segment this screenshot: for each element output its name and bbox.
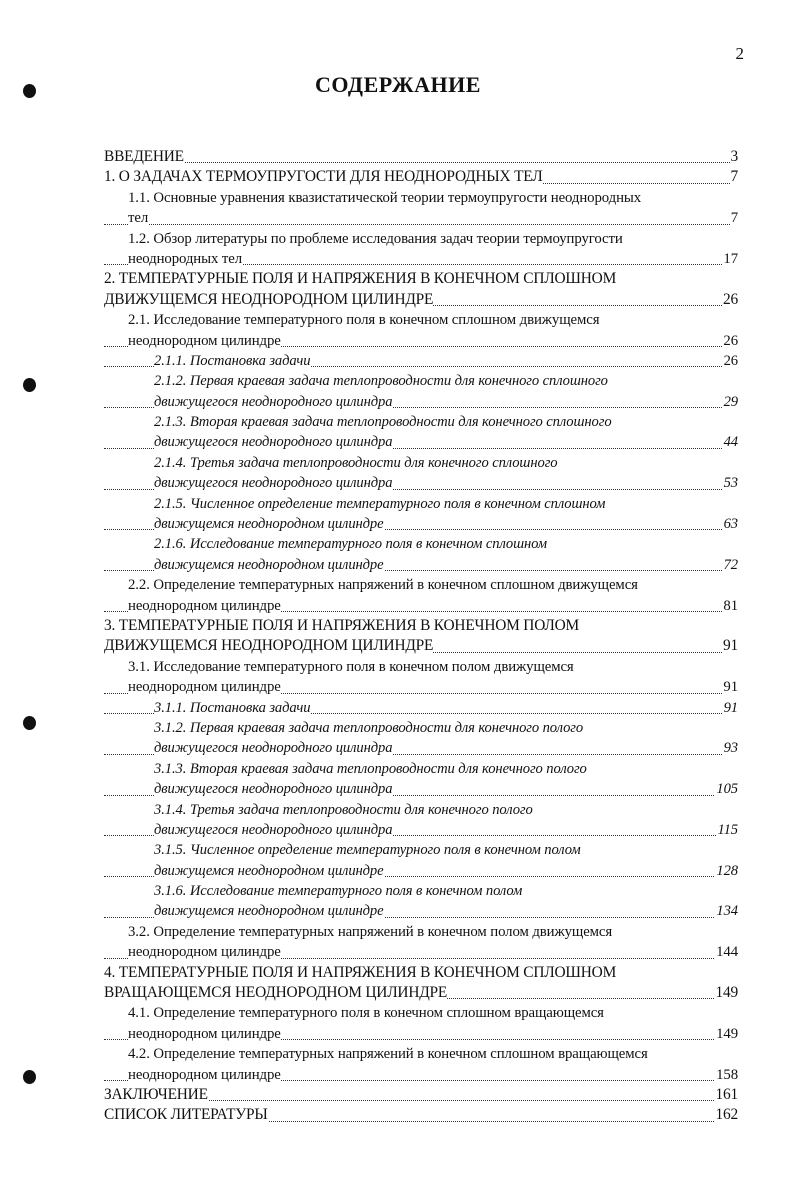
toc-entry-title: Третья задача теплопроводности для конечного сплошного [189,454,558,471]
toc-entry-title: 1.2. Обзор литературы по проблеме исследования задач теории термоупругости [128,230,623,247]
toc-entry-title-continued: движущегося неоднородного цилиндра [154,781,393,798]
toc-entry-title-continued: движущегося неоднородного цилиндра [154,740,393,757]
toc-entry-title: 1.1. Основные уравнения квазистатической теории термоупругости неоднородных [128,189,642,206]
toc-entry-title: 4.1. Определение температурного поля в конечном сплошном вращающемся [128,1005,604,1022]
toc-entry-number: 3.1.4. [154,801,187,818]
toc-entry-title-continued: неоднородном цилиндре [128,1025,281,1042]
toc-entry-subsection-2-1-1[interactable] [104,351,738,371]
toc-entry-subsection-3-1-3[interactable] [104,759,738,800]
toc-entry-number: 3.1.6. [154,883,187,900]
dot-leader [104,162,738,163]
toc-page-number: 91 [722,636,738,656]
dot-leader [104,224,738,225]
punch-hole-mark [23,378,36,392]
toc-page-number: 149 [715,1024,738,1044]
toc-entry-subsection-2-1-6[interactable] [104,534,738,575]
toc-page-number: 3 [730,147,739,167]
toc-entry-number: 3.1.2. [154,719,187,736]
toc-entry-section-4-2[interactable] [104,1044,738,1085]
toc-entry-references[interactable] [104,1105,738,1125]
toc-page-number: 53 [723,473,738,493]
toc-entry-title: Исследование температурного поля в конечном сплошном [189,536,548,553]
toc-entry-chapter-1[interactable] [104,167,738,187]
toc-page-number: 158 [715,1065,738,1085]
toc-page-number: 63 [723,514,738,534]
toc-entry-number: 2.1.1. [154,352,187,369]
toc-entry-title: Постановка задачи [189,352,311,369]
toc-entry-title-continued: неоднородном цилиндре [128,944,281,961]
toc-page-number: 162 [715,1105,739,1125]
toc-entry-subsection-3-1-6[interactable] [104,881,738,922]
toc-entry-title-continued: движущемся неоднородном цилиндре [154,862,384,879]
toc-entry-number: 3.1.1. [154,699,187,716]
toc-entry-title-continued: движущегося неоднородного цилиндра [154,434,393,451]
toc-entry-chapter-3[interactable] [104,616,738,657]
toc-entry-title: Третья задача теплопроводности для конечного полого [189,801,533,818]
toc-entry-section-1-2[interactable] [104,229,738,270]
toc-entry-title: Постановка задачи [189,699,311,716]
toc-entry-chapter-4[interactable] [104,963,738,1004]
toc-page-number: 161 [715,1085,739,1105]
toc-entry-subsection-2-1-4[interactable] [104,453,738,494]
toc-page-number: 93 [723,738,738,758]
toc-entry-section-3-1[interactable] [104,657,738,698]
toc-entry-title-continued: движущегося неоднородного цилиндра [154,393,393,410]
toc-entry-introduction[interactable] [104,147,738,167]
toc-entry-title: 1. О ЗАДАЧАХ ТЕРМОУПРУГОСТИ ДЛЯ НЕОДНОРОДНЫХ ТЕЛ [104,168,543,186]
toc-entry-subsection-3-1-2[interactable] [104,718,738,759]
toc-entry-title: СПИСОК ЛИТЕРАТУРЫ [104,1106,268,1124]
toc-entry-title: ЗАКЛЮЧЕНИЕ [104,1085,208,1103]
toc-entry-title-continued: неоднородном цилиндре [128,1066,281,1083]
toc-page-number: 144 [715,942,738,962]
toc-entry-title: 2. ТЕМПЕРАТУРНЫЕ ПОЛЯ И НАПРЯЖЕНИЯ В КОНЕЧНОМ СПЛОШНОМ [104,270,617,288]
toc-page-number: 91 [722,677,738,697]
toc-entry-title-continued: ВРАЩАЮЩЕМСЯ НЕОДНОРОДНОМ ЦИЛИНДРЕ [104,984,448,1002]
toc-entry-number: 3.1.3. [154,760,187,777]
toc-entry-title-continued: движущегося неоднородного цилиндра [154,475,393,492]
toc-entry-section-3-2[interactable] [104,922,738,963]
toc-entry-number: 2.1.3. [154,414,187,431]
page-number: 2 [735,44,744,63]
toc-entry-title: Вторая краевая задача теплопроводности для конечного сплошного [189,414,612,431]
toc-page-number: 17 [722,249,738,269]
toc-entry-title: 3. ТЕМПЕРАТУРНЫЕ ПОЛЯ И НАПРЯЖЕНИЯ В КОНЕЧНОМ ПОЛОМ [104,616,579,634]
toc-entry-title: Исследование температурного поля в конечном полом [189,883,523,900]
toc-page-number: 29 [723,392,738,412]
toc-page-number: 91 [723,698,738,718]
toc-entry-title-continued: тел [128,210,149,227]
toc-entry-title-continued: движущемся неоднородном цилиндре [154,903,384,920]
toc-entry-title: Первая краевая задача теплопроводности для конечного полого [189,719,584,736]
toc-entry-subsection-2-1-2[interactable] [104,371,738,412]
toc-page-number: 105 [715,779,738,799]
toc-entry-title-continued: движущемся неоднородном цилиндре [154,556,384,573]
toc-entry-conclusion[interactable] [104,1085,738,1105]
toc-entry-number: 3.1.5. [154,842,187,859]
toc-entry-title-continued: движущемся неоднородном цилиндре [154,516,384,533]
toc-entry-section-2-2[interactable] [104,575,738,616]
toc-entry-title: 2.1. Исследование температурного поля в конечном сплошном движущемся [128,312,600,329]
toc-page-number: 128 [715,861,738,881]
page-title: СОДЕРЖАНИЕ [315,72,481,97]
toc-entry-number: 2.1.5. [154,495,187,512]
toc-page-number: 7 [730,167,739,187]
toc-entry-title: 4.2. Определение температурных напряжений в конечном сплошном вращающемся [128,1046,648,1063]
punch-hole-mark [23,716,36,730]
toc-page-number: 134 [715,901,738,921]
toc-entry-subsection-3-1-5[interactable] [104,840,738,881]
toc-entry-title-continued: неоднородном цилиндре [128,332,281,349]
toc-entry-title-continued: неоднородном цилиндре [128,597,281,614]
toc-entry-subsection-3-1-1[interactable] [104,698,738,718]
toc-entry-title: Первая краевая задача теплопроводности для конечного сплошного [189,373,608,390]
toc-entry-section-1-1[interactable] [104,188,738,229]
toc-entry-title-continued: ДВИЖУЩЕМСЯ НЕОДНОРОДНОМ ЦИЛИНДРЕ [104,637,434,655]
toc-entry-subsection-3-1-4[interactable] [104,800,738,841]
toc-page-number: 26 [722,331,738,351]
toc-entry-number: 2.1.6. [154,536,187,553]
toc-page-number: 26 [722,290,738,310]
toc-entry-title: 2.2. Определение температурных напряжений в конечном сплошном движущемся [128,577,638,594]
toc-entry-chapter-2[interactable] [104,269,738,310]
toc-page-number: 72 [723,555,738,575]
toc-entry-title-continued: неоднородных тел [128,250,242,267]
toc-entry-title: 4. ТЕМПЕРАТУРНЫЕ ПОЛЯ И НАПРЯЖЕНИЯ В КОНЕЧНОМ СПЛОШНОМ [104,963,617,981]
toc-entry-title: Вторая краевая задача теплопроводности для конечного полого [189,760,587,777]
toc-entry-number: 2.1.4. [154,454,187,471]
toc-entry-title: Численное определение температурного поля в конечном полом [189,842,581,859]
toc-entry-title: 3.2. Определение температурных напряжений в конечном полом движущемся [128,923,613,940]
toc-entry-section-4-1[interactable] [104,1003,738,1044]
toc-entry-title: Численное определение температурного поля в конечном сплошном [189,495,606,512]
toc-entry-title: ВВЕДЕНИЕ [104,148,184,165]
toc-page-number: 44 [723,432,738,452]
toc-page-number: 81 [722,596,738,616]
toc-entry-title-continued: ДВИЖУЩЕМСЯ НЕОДНОРОДНОМ ЦИЛИНДРЕ [104,290,434,308]
toc-page-number: 149 [715,983,739,1003]
toc-entry-section-2-1[interactable] [104,310,738,351]
toc-entry-subsection-2-1-3[interactable] [104,412,738,453]
table-of-contents [104,147,738,1126]
toc-entry-number: 2.1.2. [154,373,187,390]
toc-page-number: 115 [716,820,738,840]
toc-entry-title: 3.1. Исследование температурного поля в конечном полом движущемся [128,658,574,675]
toc-page-number: 7 [730,208,738,228]
toc-entry-subsection-2-1-5[interactable] [104,494,738,535]
toc-page-number: 26 [723,351,738,371]
toc-entry-title-continued: движущегося неоднородного цилиндра [154,821,393,838]
punch-hole-mark [23,1070,36,1084]
toc-entry-title-continued: неоднородном цилиндре [128,679,281,696]
